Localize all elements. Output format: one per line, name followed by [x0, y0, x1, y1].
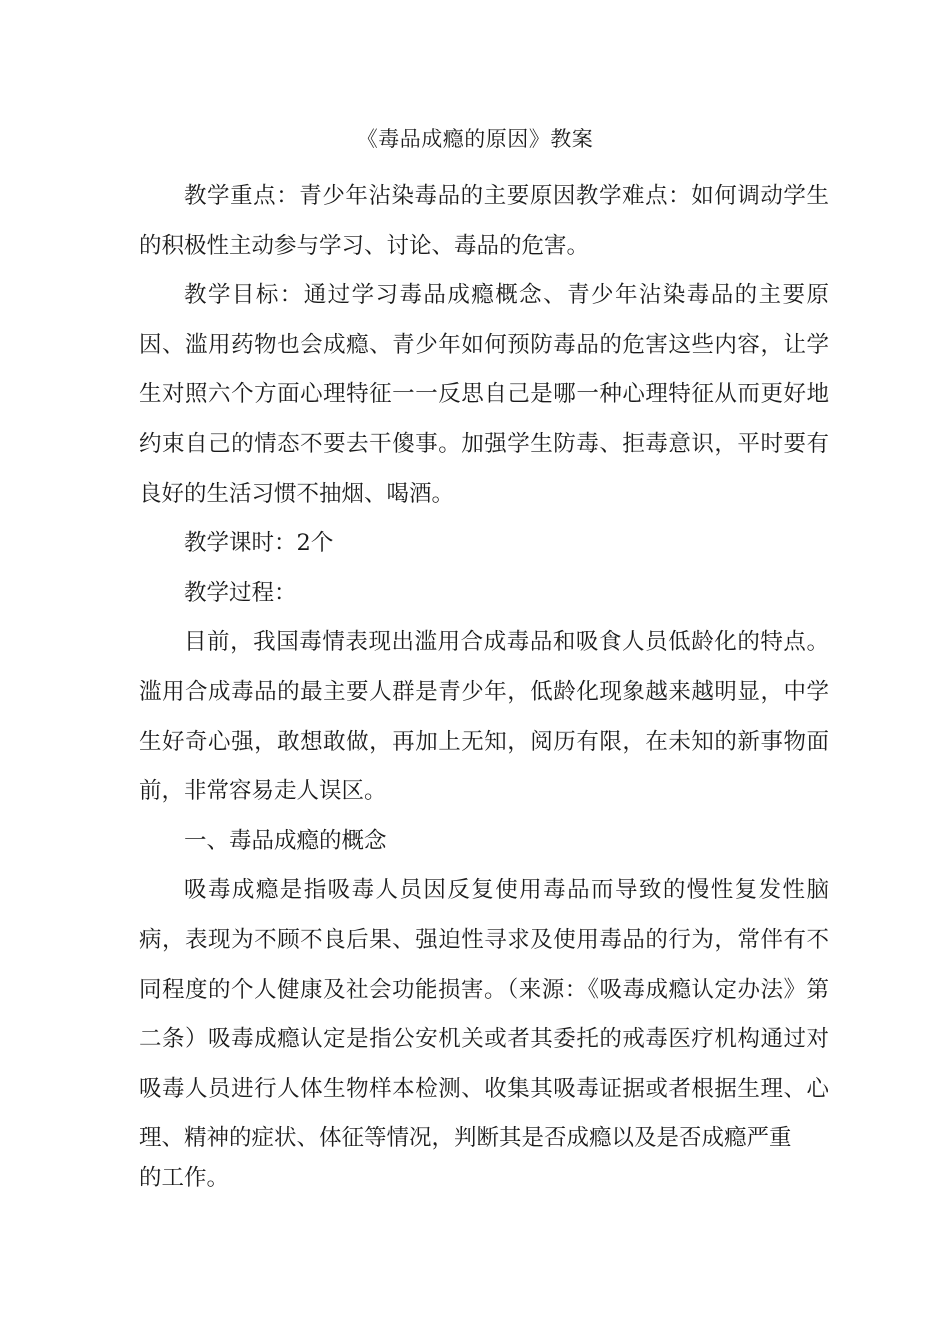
document-body: [139, 172, 829, 1203]
paragraph-class-hours: 教学课时：2个: [184, 530, 334, 557]
document-title: 《毒品成瘾的原因》教案: [356, 127, 594, 151]
paragraph-teaching-process-heading: 教学过程：: [184, 579, 297, 606]
paragraph-teaching-focus: 教学重点：青少年沾染毒品的主要原因教学难点：如何调动学生的积极性主动参与学习、讨论、毒品的危害。: [139, 183, 829, 259]
paragraph-current-situation: 目前，我国毒情表现出滥用合成毒品和吸食人员低龄化的特点。滥用合成毒品的最主要人群是青少年，低龄化现象越来越明显，中学生好奇心强，敢想敢做，再加上无知，阅历有限，在未知的新事物面前，非常容易走人误区。: [139, 629, 829, 805]
paragraph-teaching-objectives: 教学目标：通过学习毒品成瘾概念、青少年沾染毒品的主要原因、滥用药物也会成瘾、青少年如何预防毒品的危害这些内容，让学生对照六个方面心理特征一一反思自己是哪一种心理特征从而更好地约束自己的情态不要去干傻事。加强学生防毒、拒毒意识，平时要有良好的生活习惯不抽烟、喝酒。: [139, 282, 829, 507]
paragraph-addiction-definition-tail: 的工作。: [139, 1164, 230, 1191]
section-heading-addiction-concept: 一、毒品成瘾的概念: [184, 827, 387, 854]
paragraph-addiction-definition: 吸毒成瘾是指吸毒人员因反复使用毒品而导致的慢性复发性脑病，表现为不顾不良后果、强迫性寻求及使用毒品的行为，常伴有不同程度的个人健康及社会功能损害。（来源：《吸毒成瘾认定办法》第二条）吸毒成瘾认定是指公安机关或者其委托的戒毒医疗机构通过对吸毒人员进行人体生物样本检测、收集其吸毒证据或者根据生理、心理、精神的症状、体征等情况，判断其是否成瘾以及是否成瘾严重: [139, 877, 829, 1152]
